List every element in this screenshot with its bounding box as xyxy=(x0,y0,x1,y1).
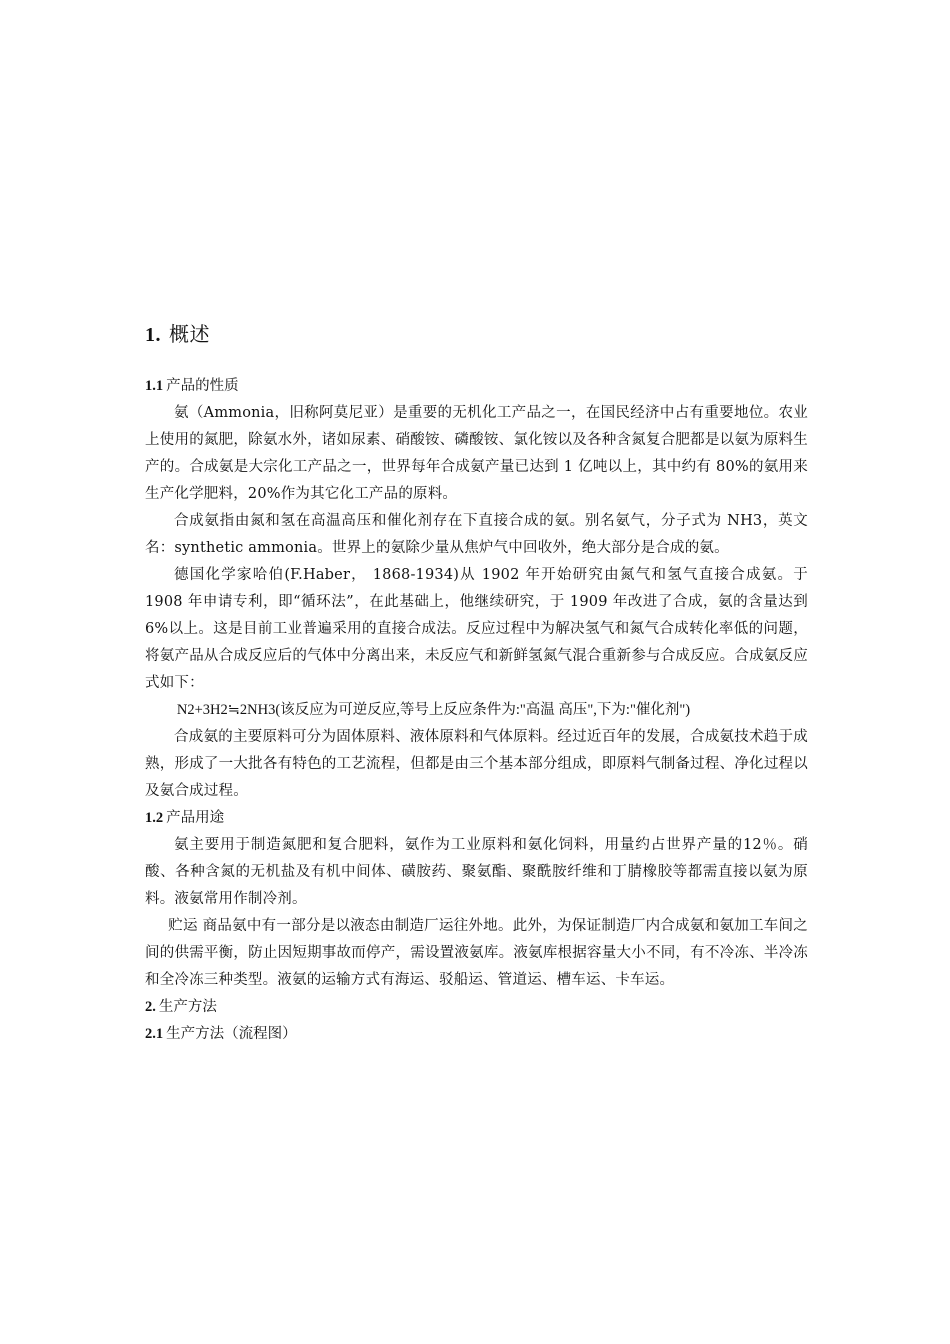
paragraph-haber-history: 德国化学家哈伯(F.Haber， 1868-1934)从 1902 年开始研究由氮气和氢气直接合成氨。于 1908 年申请专利，即“循环法”，在此基础上，他继续研究，于 1909 年改进了合成，氨的含量达到 6%以上。这是目前工业普遍采用的直接合成法。反应过程中为解决氢气和氮气合成转化率低的问题，将氨产品从合成反应后的气体中分离出来，未反应气和新鲜氢氮气混合重新参与合成反应。合成氨反应式如下： xyxy=(145,567,808,691)
section-heading-2-1 xyxy=(145,1021,808,1048)
section-title: 生产方法 xyxy=(158,999,217,1015)
section-heading-1-2 xyxy=(145,805,808,832)
document-body xyxy=(145,318,808,1048)
paragraph-raw-materials: 合成氨的主要原料可分为固体原料、液体原料和气体原料。经过近百年的发展，合成氨技术趋于成熟，形成了一大批各有特色的工艺流程，但都是由三个基本部分组成，即原料气制备过程、净化过程以及氨合成过程。 xyxy=(145,729,808,799)
section-heading-2 xyxy=(145,994,808,1021)
section-number: 1.2 xyxy=(145,810,164,826)
section-number: 2.1 xyxy=(145,1026,164,1042)
section-number: 1.1 xyxy=(145,378,164,394)
section-number: 2. xyxy=(145,999,156,1015)
paragraph-ammonia-overview: 氨（Ammonia，旧称阿莫尼亚）是重要的无机化工产品之一，在国民经济中占有重要地位。农业上使用的氮肥，除氨水外，诸如尿素、硝酸铵、磷酸铵、氯化铵以及各种含氮复合肥都是以氨为原料生产的。合成氨是大宗化工产品之一，世界每年合成氨产量已达到 1 亿吨以上，其中约有 80%的氨用来生产化学肥料，20%作为其它化工产品的原料。 xyxy=(145,405,808,502)
section-title: 生产方法（流程图） xyxy=(166,1026,297,1042)
chapter-number: 1. xyxy=(145,324,161,346)
chapter-title-text: 概述 xyxy=(169,322,210,346)
section-heading-1-1 xyxy=(145,373,808,400)
paragraph-synthetic-ammonia-definition: 合成氨指由氮和氢在高温高压和催化剂存在下直接合成的氨。别名氨气，分子式为 NH3，英文名：synthetic ammonia。世界上的氨除少量从焦炉气中回收外，绝大部分是合成的氨。 xyxy=(145,513,808,556)
section-title: 产品的性质 xyxy=(166,378,239,394)
paragraph-uses: 氨主要用于制造氮肥和复合肥料，氨作为工业原料和氨化饲料，用量约占世界产量的12％。硝酸、各种含氮的无机盐及有机中间体、磺胺药、聚氨酯、聚酰胺纤维和丁腈橡胶等都需直接以氨为原料。液氨常用作制冷剂。 xyxy=(145,837,808,907)
reaction-equation: N2+3H2≒2NH3(该反应为可逆反应,等号上反应条件为:"高温 高压",下为:"催化剂") xyxy=(176,702,691,718)
paragraph-storage-transport: 贮运 商品氨中有一部分是以液态由制造厂运往外地。此外，为保证制造厂内合成氨和氨加工车间之间的供需平衡，防止因短期事故而停产，需设置液氨库。液氨库根据容量大小不同，有不冷冻、半冷冻和全冷冻三种类型。液氨的运输方式有海运、驳船运、管道运、槽车运、卡车运。 xyxy=(145,918,808,988)
section-title: 产品用途 xyxy=(166,810,225,826)
chapter-title xyxy=(145,318,808,351)
